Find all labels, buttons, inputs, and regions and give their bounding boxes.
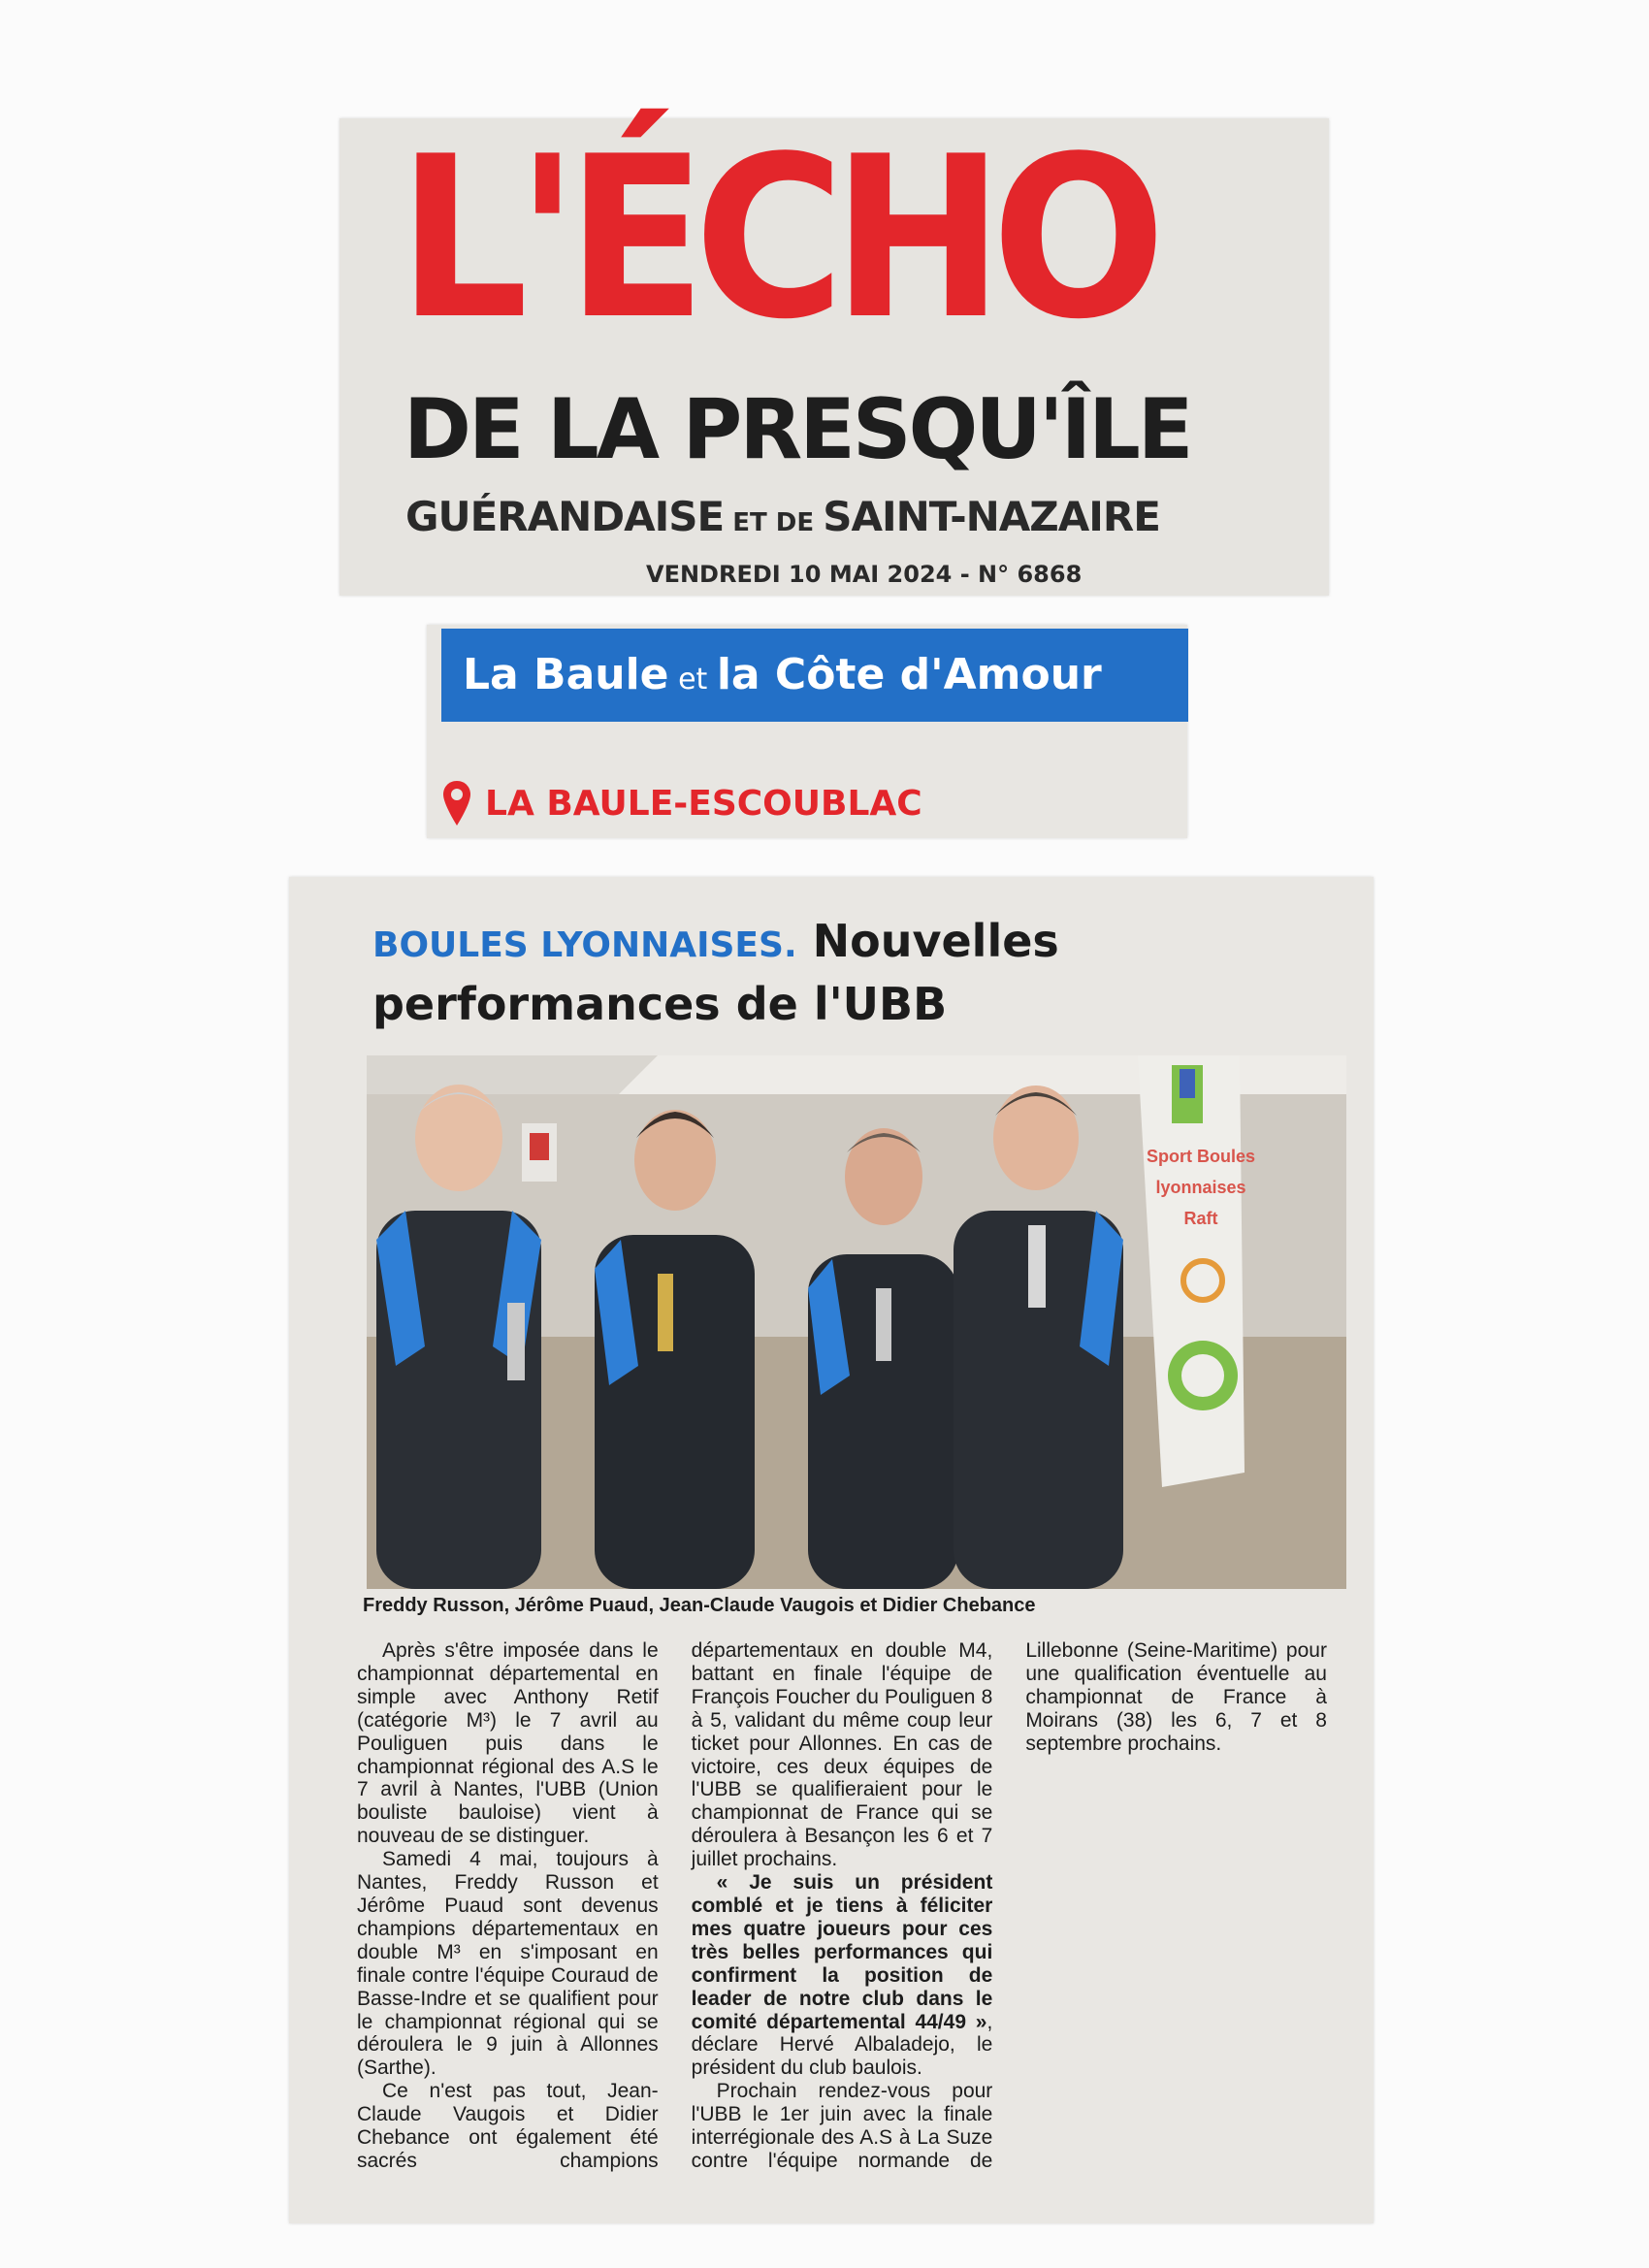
paragraph-1: Après s'être imposée dans le championnat départemental en simple avec Anthony Retif (catégorie M³) le 7 avril au Pouliguen puis dans le championnat régional des A.S le 7 avril à Nantes, l'UBB (Union bouliste bauloise) vient à nouveau de se distinguer.: [357, 1639, 659, 1848]
section-banner: [441, 629, 1188, 722]
team-photo-illustration: [367, 1055, 1346, 1589]
banner-line-3: Raft: [1183, 1209, 1218, 1228]
quote-bold: « Je suis un président comblé et je tiens à féliciter mes quatre joueurs pour ces très belles performances qui confirment la position de leader de notre club dans le comité départemental 44/49 »: [691, 1871, 993, 2033]
masthead-clipping: [340, 110, 1329, 596]
paragraph-quote: [692, 1871, 993, 2080]
newspaper-title: L'ÉCHO: [398, 110, 1154, 369]
article-title: Nouvelles performances de l'UBB: [372, 915, 1059, 1030]
article-clipping: [289, 877, 1374, 2223]
section-part-3: la Côte d'Amour: [716, 650, 1102, 699]
location-line: [442, 780, 922, 826]
photo-caption: Freddy Russon, Jérôme Puaud, Jean-Claude Vaugois et Didier Chebance: [363, 1595, 1036, 1616]
article-photo: [367, 1055, 1346, 1589]
region-connector: ET DE: [724, 508, 824, 537]
newspaper-region-line: [405, 493, 1160, 540]
article-body: [357, 1639, 1327, 2190]
paragraph-3: Ce n'est pas tout, Jean-Claude Vaugois et Didier Chebance ont également été sacrés champions départementaux en double M4, battant en finale l'équipe de François Foucher du Pouliguen 8 à 5, validant du même coup leur ticket pour Allonnes. En cas de victoire, ces deux équipes de l'UBB se qualifieraient pour le championnat de France qui se déroulera à Besançon les 6 et 7 juillet prochains.: [357, 1639, 993, 2172]
section-part-2: et: [668, 663, 717, 697]
region-saint-nazaire: SAINT-NAZAIRE: [823, 493, 1160, 540]
banner-line-2: lyonnaises: [1155, 1178, 1246, 1197]
issue-date-number: VENDREDI 10 MAI 2024 - N° 6868: [646, 561, 1083, 588]
newspaper-subtitle: DE LA PRESQU'ÎLE: [404, 381, 1191, 478]
article-kicker: BOULES LYONNAISES.: [372, 925, 797, 965]
banner-line-1: Sport Boules: [1146, 1147, 1256, 1166]
article-headline: [372, 912, 1304, 1033]
location-name: LA BAULE-ESCOUBLAC: [485, 783, 922, 824]
quote-attribution: , déclare Hervé Albaladejo, le président du club baulois.: [691, 2010, 993, 2080]
paragraph-2: Samedi 4 mai, toujours à Nantes, Freddy Russon et Jérôme Puaud sont devenus champions départementaux en double M³ en s'imposant en finale contre l'équipe Couraud de Basse-Indre et se qualifient pour le championnat régional qui se déroulera le 9 juin à Allonnes (Sarthe).: [357, 1848, 659, 2080]
section-clipping: [427, 625, 1187, 838]
section-part-1: La Baule: [463, 650, 669, 699]
region-guerandaise: GUÉRANDAISE: [405, 493, 725, 540]
paragraph-last: Prochain rendez-vous pour l'UBB le 1er juin avec la finale interrégionale des A.S à La Suze contre l'équipe normande de Lillebonne (Seine-Maritime) pour une qualification éventuelle au championnat de France à Moirans (38) les 6, 7 et 8 septembre prochains.: [691, 1639, 1327, 2172]
location-pin-icon: [442, 780, 471, 826]
